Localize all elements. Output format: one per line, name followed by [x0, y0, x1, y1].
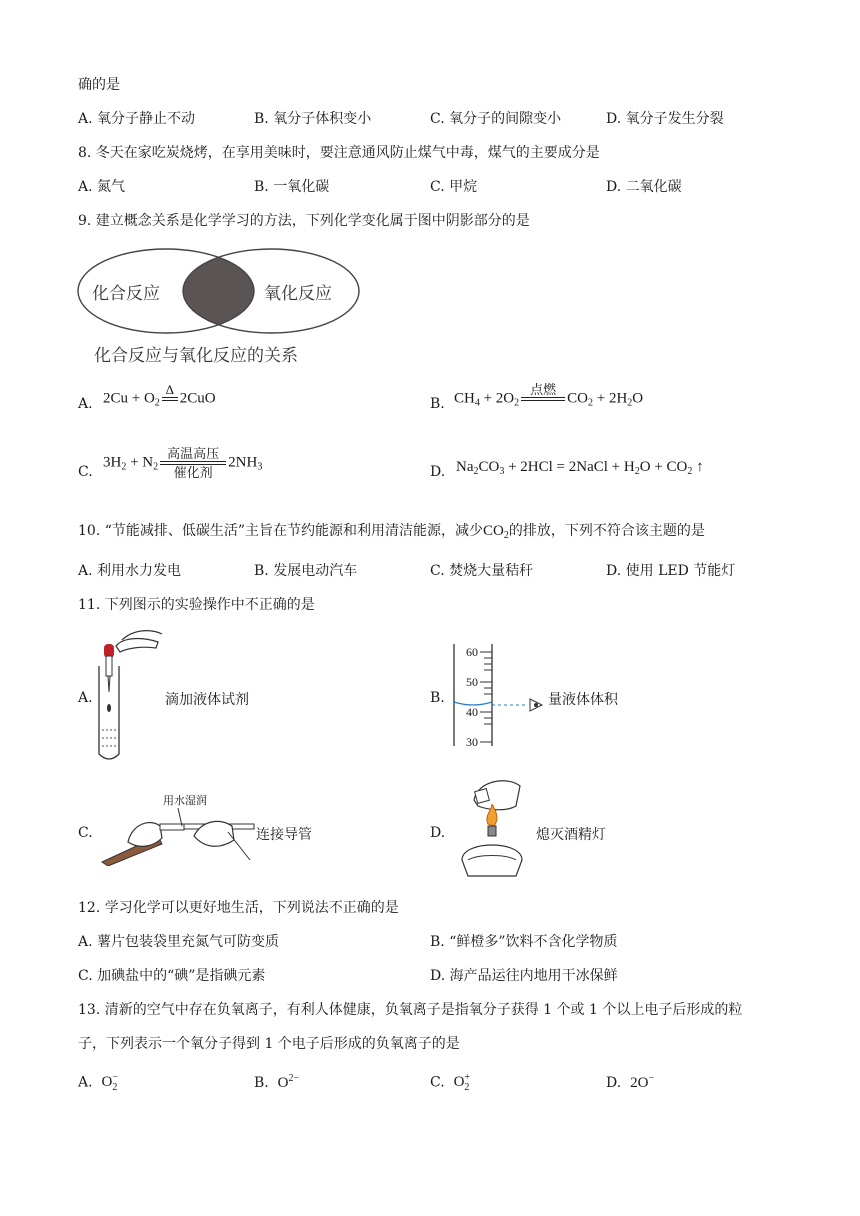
- q10-stem: 10. “节能减排、低碳生活”主旨在节约能源和利用清洁能源，减少$CO_2$的排放，下列不符合该主题的是: [78, 523, 705, 541]
- q13-option-d: D. 2O−: [606, 1073, 655, 1091]
- q10-option-c: C. 焚烧大量秸秆: [430, 563, 534, 579]
- q9-option-d-label: D.: [430, 464, 446, 480]
- q11-c-caption: 连接导管: [256, 827, 312, 843]
- q13-option-b-formula: $O^{2-}$: [277, 1073, 300, 1091]
- q13-option-a: A. O − 2: [78, 1072, 118, 1093]
- cylinder-tick-40: 40: [466, 705, 478, 719]
- q11-b-caption: 量液体体积: [548, 692, 618, 708]
- q8-option-c: C. 甲烷: [430, 179, 478, 195]
- q8-option-a: A. 氮气: [78, 179, 126, 195]
- q11-d-caption: 熄灭酒精灯: [536, 827, 606, 843]
- q12-option-d: D. 海产品运往内地用干冰保鲜: [430, 968, 618, 984]
- q9-option-c-equation: $3H_2 + N_2$ 高温高压 催化剂 $2NH_3$: [103, 446, 263, 480]
- cylinder-tick-50: 50: [466, 675, 478, 689]
- tube-connection-illustration: [98, 806, 258, 866]
- q11-c-label: C.: [78, 825, 93, 841]
- q11-c-note: 用水湿润: [163, 794, 207, 807]
- dropper-test-tube-illustration: [92, 626, 172, 766]
- cylinder-tick-30: 30: [466, 735, 478, 749]
- q13-stem-line1: 13. 清新的空气中存在负氧离子，有利人体健康，负氧离子是指氧分子获得 1 个或 1 个以上电子后形成的粒: [78, 1002, 743, 1018]
- q7-stem-tail: 确的是: [78, 77, 120, 93]
- q9-option-a-equation: $2Cu + O_2$ Δ 2CuO: [103, 382, 216, 416]
- q8-option-b: B. 一氧化碳: [254, 179, 330, 195]
- q11-a-caption: 滴加液体试剂: [165, 692, 249, 708]
- alcohol-lamp-illustration: [448, 776, 538, 886]
- q10-option-a: A. 利用水力发电: [78, 563, 182, 579]
- q13-option-a-formula: O − 2: [101, 1072, 118, 1093]
- q13-option-d-formula: 2O−: [630, 1073, 655, 1091]
- q13-option-c-formula: O + 2: [453, 1072, 471, 1093]
- q9-b-condition: 点燃: [521, 382, 565, 416]
- q9-option-d-equation: $Na_2CO_3 + 2HCl$ = 2NaCl + $H_2O + CO_2$ ↑: [456, 459, 704, 477]
- q9-option-a-label: A.: [78, 396, 93, 412]
- venn-left-label: 化合反应: [92, 284, 160, 304]
- q9-option-c-label: C.: [78, 464, 93, 480]
- q8-option-d: D. 二氧化碳: [606, 179, 682, 195]
- q12-option-c: C. 加碘盐中的“碘”是指碘元素: [78, 968, 266, 984]
- q12-option-a: A. 薯片包装袋里充氮气可防变质: [78, 934, 280, 950]
- venn-caption: 化合反应与氧化反应的关系: [94, 346, 298, 366]
- q13-stem-line2: 子，下列表示一个氧分子得到 1 个电子后形成的负氧离子的是: [78, 1036, 460, 1052]
- q9-a-condition: Δ: [162, 382, 178, 416]
- q7-option-a: A. 氧分子静止不动: [78, 111, 196, 127]
- q12-option-b: B. “鲜橙多”饮料不含化学物质: [430, 934, 618, 950]
- q7-option-b: B. 氧分子体积变小: [254, 111, 372, 127]
- q9-option-b-equation: $CH_4 + 2O_2$ 点燃 $CO_2 + 2H_2O$: [454, 382, 643, 416]
- q11-stem: 11. 下列图示的实验操作中不正确的是: [78, 597, 315, 613]
- venn-right-label: 氧化反应: [264, 284, 332, 304]
- q11-d-label: D.: [430, 825, 446, 841]
- q10-option-d: D. 使用 LED 节能灯: [606, 563, 736, 579]
- q9-option-b-label: B.: [430, 396, 445, 412]
- q7-option-d: D. 氧分子发生分裂: [606, 111, 724, 127]
- q9-stem: 9. 建立概念关系是化学学习的方法，下列化学变化属于图中阴影部分的是: [78, 213, 530, 229]
- q13-option-b: B. $O^{2-}$: [254, 1073, 300, 1091]
- graduated-cylinder-illustration: [446, 642, 556, 750]
- q7-option-c: C. 氧分子的间隙变小: [430, 111, 562, 127]
- q11-b-label: B.: [430, 690, 445, 706]
- q9-c-condition: 高温高压 催化剂: [160, 446, 226, 480]
- q13-option-c: C. O + 2: [430, 1072, 471, 1093]
- q12-stem: 12. 学习化学可以更好地生活，下列说法不正确的是: [78, 900, 399, 916]
- q10-option-b: B. 发展电动汽车: [254, 563, 358, 579]
- cylinder-tick-60: 60: [466, 645, 478, 659]
- q11-a-label: A.: [78, 690, 93, 706]
- q8-stem: 8. 冬天在家吃炭烧烤，在享用美味时，要注意通风防止煤气中毒，煤气的主要成分是: [78, 145, 600, 161]
